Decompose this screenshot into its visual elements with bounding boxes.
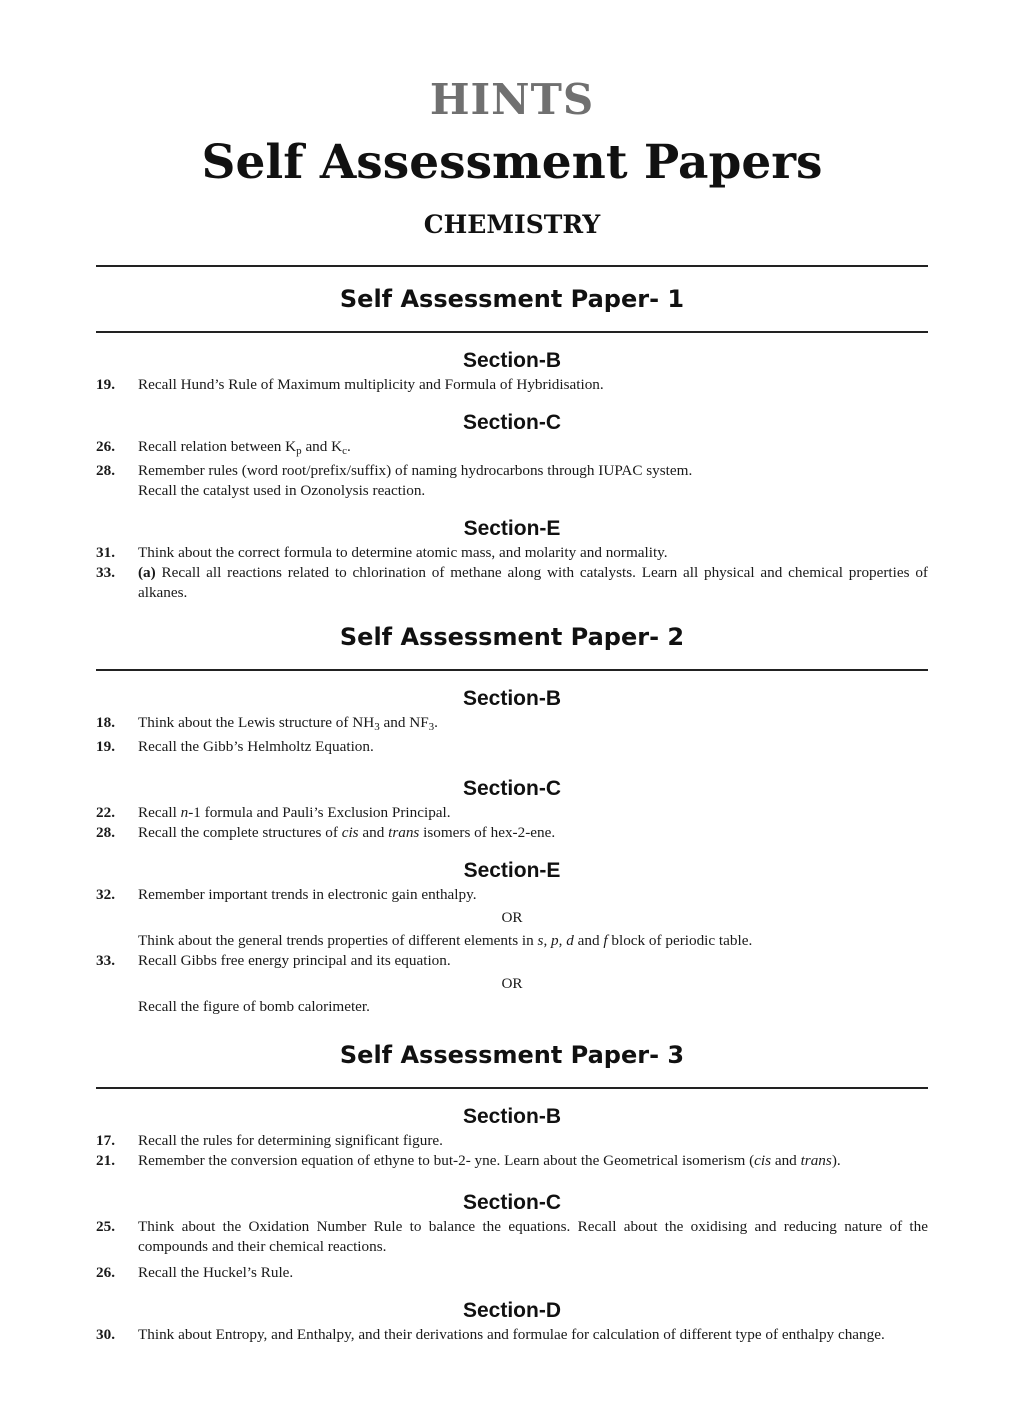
hint-text: Recall relation between $K_p$ and $K_c$. [138,438,351,457]
question-number: 32. [96,886,115,903]
p2-section-c-title: Section-C [462,777,561,800]
p2-q28 [96,823,928,843]
divider [96,669,928,671]
question-number: 18. [96,714,115,731]
or-divider: OR [501,975,523,992]
question-number: 19. [96,376,115,393]
p1-section-c-title: Section-C [462,411,561,434]
hint-text: Think about Entropy, and Enthalpy, and their derivations and formulae for calculation of different type of enthalpy change. [138,1326,885,1343]
subject-title: CHEMISTRY [423,210,601,239]
hint-text: Remember important trends in electronic gain enthalpy. [138,886,477,903]
p2-q32 [96,885,928,905]
p3-q26 [96,1263,928,1283]
question-number: 33. [96,564,115,581]
p1-section-e-title: Section-E [463,517,561,540]
p1-section-b-title: Section-B [462,349,561,372]
question-number: 31. [96,544,115,561]
hint-text: Recall Hund’s Rule of Maximum multiplicity and Formula of Hybridisation. [138,376,604,393]
question-number: 28. [96,824,115,841]
page [96,0,928,1345]
paper-2-title: Self Assessment Paper- 2 [339,623,685,651]
hint-text: Recall the rules for determining significant figure. [138,1132,443,1149]
p2-q33 [96,951,928,971]
question-number: 28. [96,462,115,479]
p1-q28 [96,461,928,481]
p2-q18 [96,713,928,737]
p1-q26 [96,437,928,461]
question-number: 26. [96,438,115,455]
p2-q19 [96,737,928,757]
question-number: 30. [96,1326,115,1343]
paper-3-title: Self Assessment Paper- 3 [339,1041,685,1069]
hints-heading: HINTS [429,75,595,124]
hint-text: Recall Gibbs free energy principal and its equation. [138,952,451,969]
question-number: 17. [96,1132,115,1149]
hint-text: Recall the Huckel’s Rule. [138,1264,294,1281]
divider [96,1087,928,1089]
p1-q19 [96,375,928,395]
question-number: 22. [96,804,115,821]
p3-section-b-title: Section-B [462,1105,561,1128]
hint-text: Think about the Oxidation Number Rule to balance the equations. Recall about the oxidising and reducing nature of the compounds and their chemical reactions. [138,1218,928,1255]
p2-section-b-title: Section-B [462,687,561,710]
hint-continuation: Think about the general trends properties of different elements in s, p, d and f block of periodic table. [138,932,753,949]
p2-q22 [96,803,928,823]
question-number: 26. [96,1264,115,1281]
p3-q21 [96,1151,928,1171]
subscript: 3 [428,721,435,733]
divider [96,331,928,333]
p3-q25 [96,1217,928,1257]
paper-1-title: Self Assessment Paper- 1 [339,285,685,313]
p3-section-d-title: Section-D [462,1299,561,1322]
p1-q31 [96,543,928,563]
subscript: c [342,445,348,457]
hint-text: (a) Recall all reactions related to chlorination of methane along with catalysts. Learn all physical and chemical properties of alkanes. [138,564,928,601]
hint-continuation: Recall the catalyst used in Ozonolysis reaction. [138,482,426,499]
question-number: 21. [96,1152,115,1169]
main-title: Self Assessment Papers [201,135,823,190]
hint-text: Recall n-1 formula and Pauli’s Exclusion Principal. [138,804,451,821]
question-number: 33. [96,952,115,969]
hint-text: Think about the correct formula to determine atomic mass, and molarity and normality. [138,544,668,561]
p3-q17 [96,1131,928,1151]
part-label: (a) [138,564,156,581]
subscript: 3 [374,721,380,733]
p3-section-c-title: Section-C [462,1191,561,1214]
hint-text: Remember the conversion equation of ethyne to but-2- yne. Learn about the Geometrical isomerism (cis and trans). [138,1152,841,1169]
p3-q30 [96,1325,928,1345]
or-divider: OR [501,909,523,926]
p2-section-e-title: Section-E [463,859,561,882]
hint-text: Remember rules (word root/prefix/suffix) of naming hydrocarbons through IUPAC system. [138,462,693,479]
subscript: p [296,445,302,457]
hint-text: Think about the Lewis structure of $NH_3$ and $NF_3$. [138,714,438,733]
question-number: 25. [96,1218,115,1235]
question-number: 19. [96,738,115,755]
p1-q33 [96,563,928,603]
hint-continuation: Recall the figure of bomb calorimeter. [138,998,370,1015]
hint-text: Recall the complete structures of cis and trans isomers of hex-2-ene. [138,824,556,841]
hint-text: Recall the Gibb’s Helmholtz Equation. [138,738,374,755]
